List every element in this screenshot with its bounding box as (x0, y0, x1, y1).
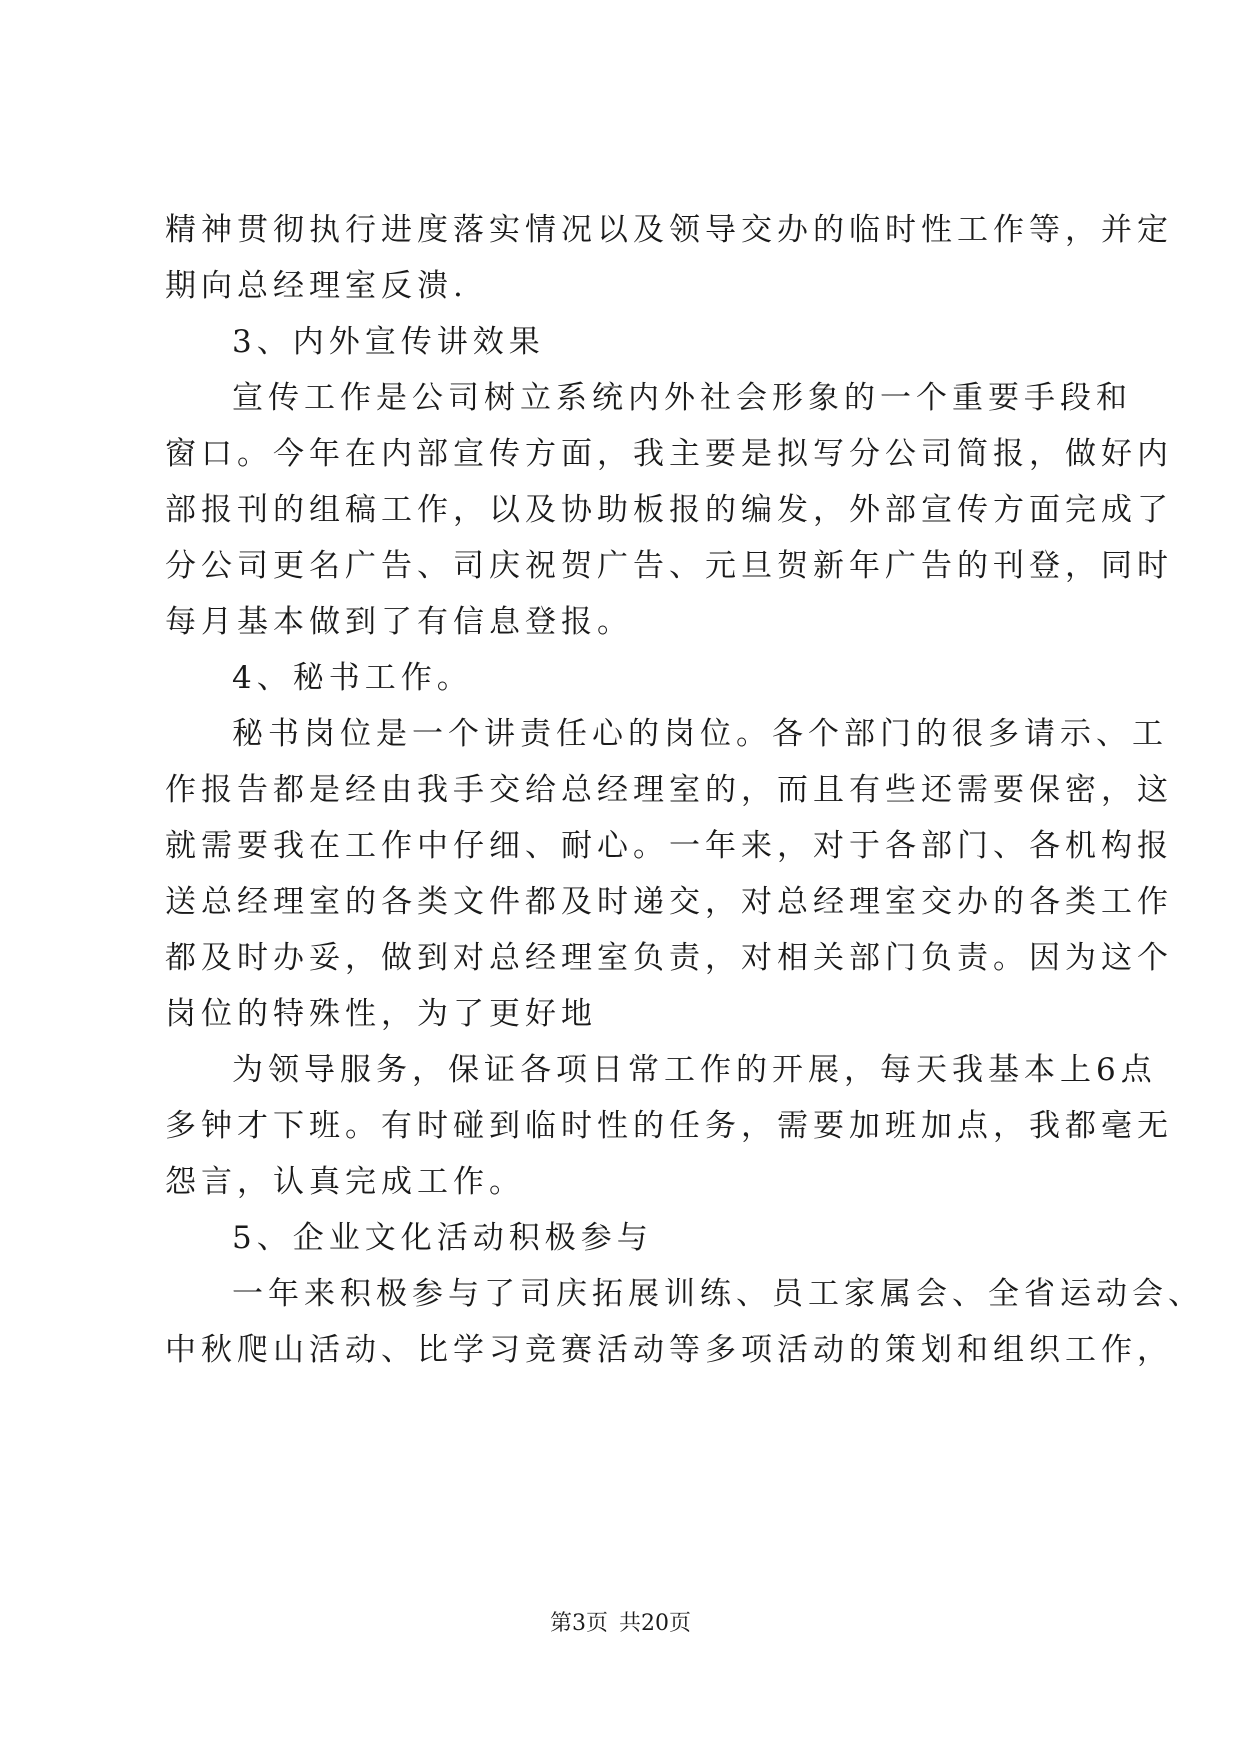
paragraph-first-line: 一年来积极参与了司庆拓展训练、员工家属会、全省运动会、 (232, 1276, 1204, 1312)
text-line: 期向总经理室反溃. (165, 268, 468, 304)
page-footer (0, 1610, 1241, 1638)
text-line: 怨言，认真完成工作。 (165, 1164, 525, 1200)
paragraph-first-line: 为领导服务，保证各项日常工作的开展，每天我基本上6点 (232, 1052, 1157, 1088)
text-line: 多钟才下班。有时碰到临时性的任务，需要加班加点，我都毫无 (165, 1108, 1173, 1144)
total-pages: 共20页 (619, 1611, 691, 1636)
page-number: 第3页 (550, 1611, 608, 1636)
text-line: 就需要我在工作中仔细、耐心。一年来，对于各部门、各机构报 (165, 828, 1173, 864)
text-line: 每月基本做到了有信息登报。 (165, 604, 633, 640)
text-line: 都及时办妥，做到对总经理室负责，对相关部门负责。因为这个 (165, 940, 1173, 976)
text-line: 窗口。今年在内部宣传方面，我主要是拟写分公司简报，做好内 (165, 436, 1173, 472)
section-heading: 3、内外宣传讲效果 (232, 324, 545, 360)
text-line: 精神贯彻执行进度落实情况以及领导交办的临时性工作等，并定 (165, 212, 1173, 248)
text-line: 岗位的特殊性，为了更好地 (165, 996, 597, 1032)
text-line: 中秋爬山活动、比学习竞赛活动等多项活动的策划和组织工作， (165, 1332, 1173, 1368)
paragraph-first-line: 秘书岗位是一个讲责任心的岗位。各个部门的很多请示、工 (232, 716, 1168, 752)
text-line: 送总经理室的各类文件都及时递交，对总经理室交办的各类工作 (165, 884, 1173, 920)
text-line: 分公司更名广告、司庆祝贺广告、元旦贺新年广告的刊登，同时 (165, 548, 1173, 584)
section-heading: 4、秘书工作。 (232, 660, 473, 696)
text-line: 作报告都是经由我手交给总经理室的，而且有些还需要保密，这 (165, 772, 1173, 808)
paragraph-first-line: 宣传工作是公司树立系统内外社会形象的一个重要手段和 (232, 380, 1132, 416)
text-line: 部报刊的组稿工作，以及协助板报的编发，外部宣传方面完成了 (165, 492, 1173, 528)
section-heading: 5、企业文化活动积极参与 (232, 1220, 653, 1256)
